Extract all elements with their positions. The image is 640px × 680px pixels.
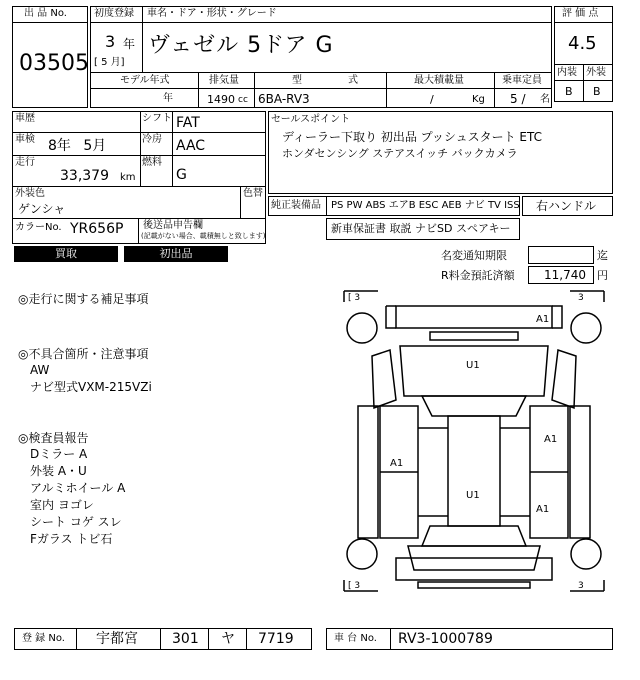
lot-no: 03505 (19, 51, 89, 76)
fuel: G (176, 167, 187, 183)
first-reg-month: [ 5 月] (94, 57, 125, 68)
car-name-label: 車名・ドア・形状・グレード (147, 8, 277, 19)
inspector-item: Fガラス トビ石 (30, 532, 113, 546)
tire-label: [ 3 (348, 581, 361, 591)
car-damage-diagram (338, 288, 610, 594)
driving-title: ◎走行に関する補足事項 (18, 292, 149, 306)
name-change-value-box (528, 246, 594, 264)
buy-tag: 買取 (14, 246, 118, 262)
first-listing-tag: 初出品 (124, 246, 228, 262)
inspector-item: 室内 ヨゴレ (30, 498, 94, 512)
first-reg-label: 初度登録 (94, 8, 134, 19)
tire-label: 3 (578, 293, 584, 303)
warranty: 新車保証書 取説 ナビSD スペアキー (331, 222, 511, 235)
inspector-item: 外装 A・U (30, 464, 87, 478)
damage-mark: U1 (466, 490, 480, 501)
aftermarket-label: 後送品申告欄 (143, 220, 203, 231)
r-fee-unit: 円 (597, 269, 608, 282)
pillars (418, 428, 530, 516)
sales-line-1: ディーラー下取り 初出品 プッシュスタート ETC (282, 130, 542, 144)
defect-item: AW (30, 363, 50, 377)
frame-bracket (344, 291, 604, 302)
wheel-front-left (347, 313, 377, 343)
ext-color-label: 外装色 (15, 188, 45, 199)
reg-class: 301 (172, 631, 199, 647)
model-label-2: 式 (348, 75, 358, 86)
front-fender-left (372, 350, 396, 408)
inspector-item: アルミホイール A (30, 481, 126, 495)
shift-label: シフト (142, 113, 172, 124)
mileage-unit: km (120, 172, 136, 183)
side-sill-right (570, 406, 590, 538)
roof (448, 416, 500, 526)
color-no-label: カラーNo. (15, 222, 62, 233)
damage-mark: A1 (544, 434, 558, 445)
sales-title: セールスポイント (271, 114, 351, 125)
year-unit: 年 (123, 37, 136, 51)
car-name: ヴェゼル 5ドア G (148, 33, 334, 58)
reg-kana: ヤ (221, 631, 235, 647)
sales-line-2: ホンダセンシング ステアスイッチ バックカメラ (282, 147, 518, 160)
wheel-rear-right (571, 539, 601, 569)
exterior-grade: B (593, 85, 601, 98)
max-load-sep: / (430, 93, 434, 106)
reg-number: 7719 (258, 631, 294, 647)
ac-label: 冷房 (142, 134, 162, 145)
capacity: 5 / (510, 92, 526, 106)
mileage-label: 走行 (15, 157, 35, 168)
mileage: 33,379 (60, 168, 109, 184)
color-change-label: 色替 (243, 188, 263, 199)
damage-mark: A1 (536, 504, 550, 515)
defects-title: ◎不具合箇所・注意事項 (18, 347, 149, 361)
steering: 右ハンドル (536, 199, 597, 213)
max-load-unit: Kg (472, 94, 485, 105)
aftermarket-note: (記載がない場合、載積無しと致します) (141, 232, 266, 240)
reg-area: 宇都宮 (96, 631, 138, 647)
max-load-label: 最大積載量 (414, 75, 464, 86)
shift: FAT (176, 115, 200, 131)
rear-bumper-lip (418, 582, 530, 588)
hood (400, 346, 548, 396)
score-label: 評 価 点 (562, 8, 599, 19)
damage-mark: U1 (466, 360, 480, 371)
name-change-label: 名変通知期限 (441, 249, 507, 262)
r-fee-label: R料金預託済額 (441, 269, 515, 282)
wheel-rear-left (347, 539, 377, 569)
damage-mark: A1 (536, 314, 550, 325)
inspection-value: 8年 5月 (48, 138, 107, 154)
inspector-item: Dミラー A (30, 447, 88, 461)
chassis: RV3-1000789 (398, 631, 493, 647)
displacement: 1490 (207, 93, 235, 106)
interior-label: 内装 (557, 67, 577, 78)
rear-bumper (396, 558, 552, 580)
capacity-label: 乗車定員 (502, 75, 542, 86)
exterior-label: 外装 (586, 67, 606, 78)
chassis-label: 車 台 No. (334, 633, 377, 644)
inspector-item: シート コゲ スレ (30, 515, 122, 529)
equip-label: 純正装備品 (271, 200, 321, 211)
equipment: PS PW ABS エアB ESC AEB ナビ TV ISS (331, 200, 520, 211)
displacement-label: 排気量 (209, 75, 239, 86)
model-label: 型 (292, 75, 302, 86)
capacity-unit: 名 (540, 94, 550, 105)
inspection-label: 車検 (15, 134, 35, 145)
tire-label: [ 3 (348, 293, 361, 303)
ac: AAC (176, 138, 206, 154)
interior-grade: B (565, 85, 573, 98)
model-year-label: モデル年式 (120, 75, 170, 86)
front-fender-right (552, 350, 576, 408)
r-fee-value: 11,740 (544, 268, 586, 282)
color-no: YR656P (70, 221, 124, 237)
tire-label: 3 (578, 581, 584, 591)
displacement-unit: cc (238, 95, 248, 105)
first-reg-year: 3 (105, 32, 116, 51)
fuel-label: 燃料 (142, 157, 162, 168)
defect-item: ナビ型式VXM-215VZi (30, 380, 152, 394)
front-bumper (396, 306, 552, 328)
model-year-unit: 年 (163, 93, 173, 104)
score: 4.5 (568, 33, 597, 54)
history-label: 車歴 (15, 113, 35, 124)
ext-color: ゲンシャ (18, 202, 66, 216)
wheel-front-right (571, 313, 601, 343)
windshield (422, 396, 526, 416)
lot-no-label: 出 品 No. (24, 8, 67, 19)
name-change-unit: 迄 (597, 249, 608, 262)
side-sill-left (358, 406, 378, 538)
model-code: 6BA-RV3 (258, 92, 310, 106)
reg-no-label: 登 録 No. (22, 633, 65, 644)
grille (430, 332, 518, 340)
damage-mark: A1 (390, 458, 404, 469)
rear-glass (422, 526, 526, 546)
inspector-title: ◎検査員報告 (18, 431, 89, 445)
